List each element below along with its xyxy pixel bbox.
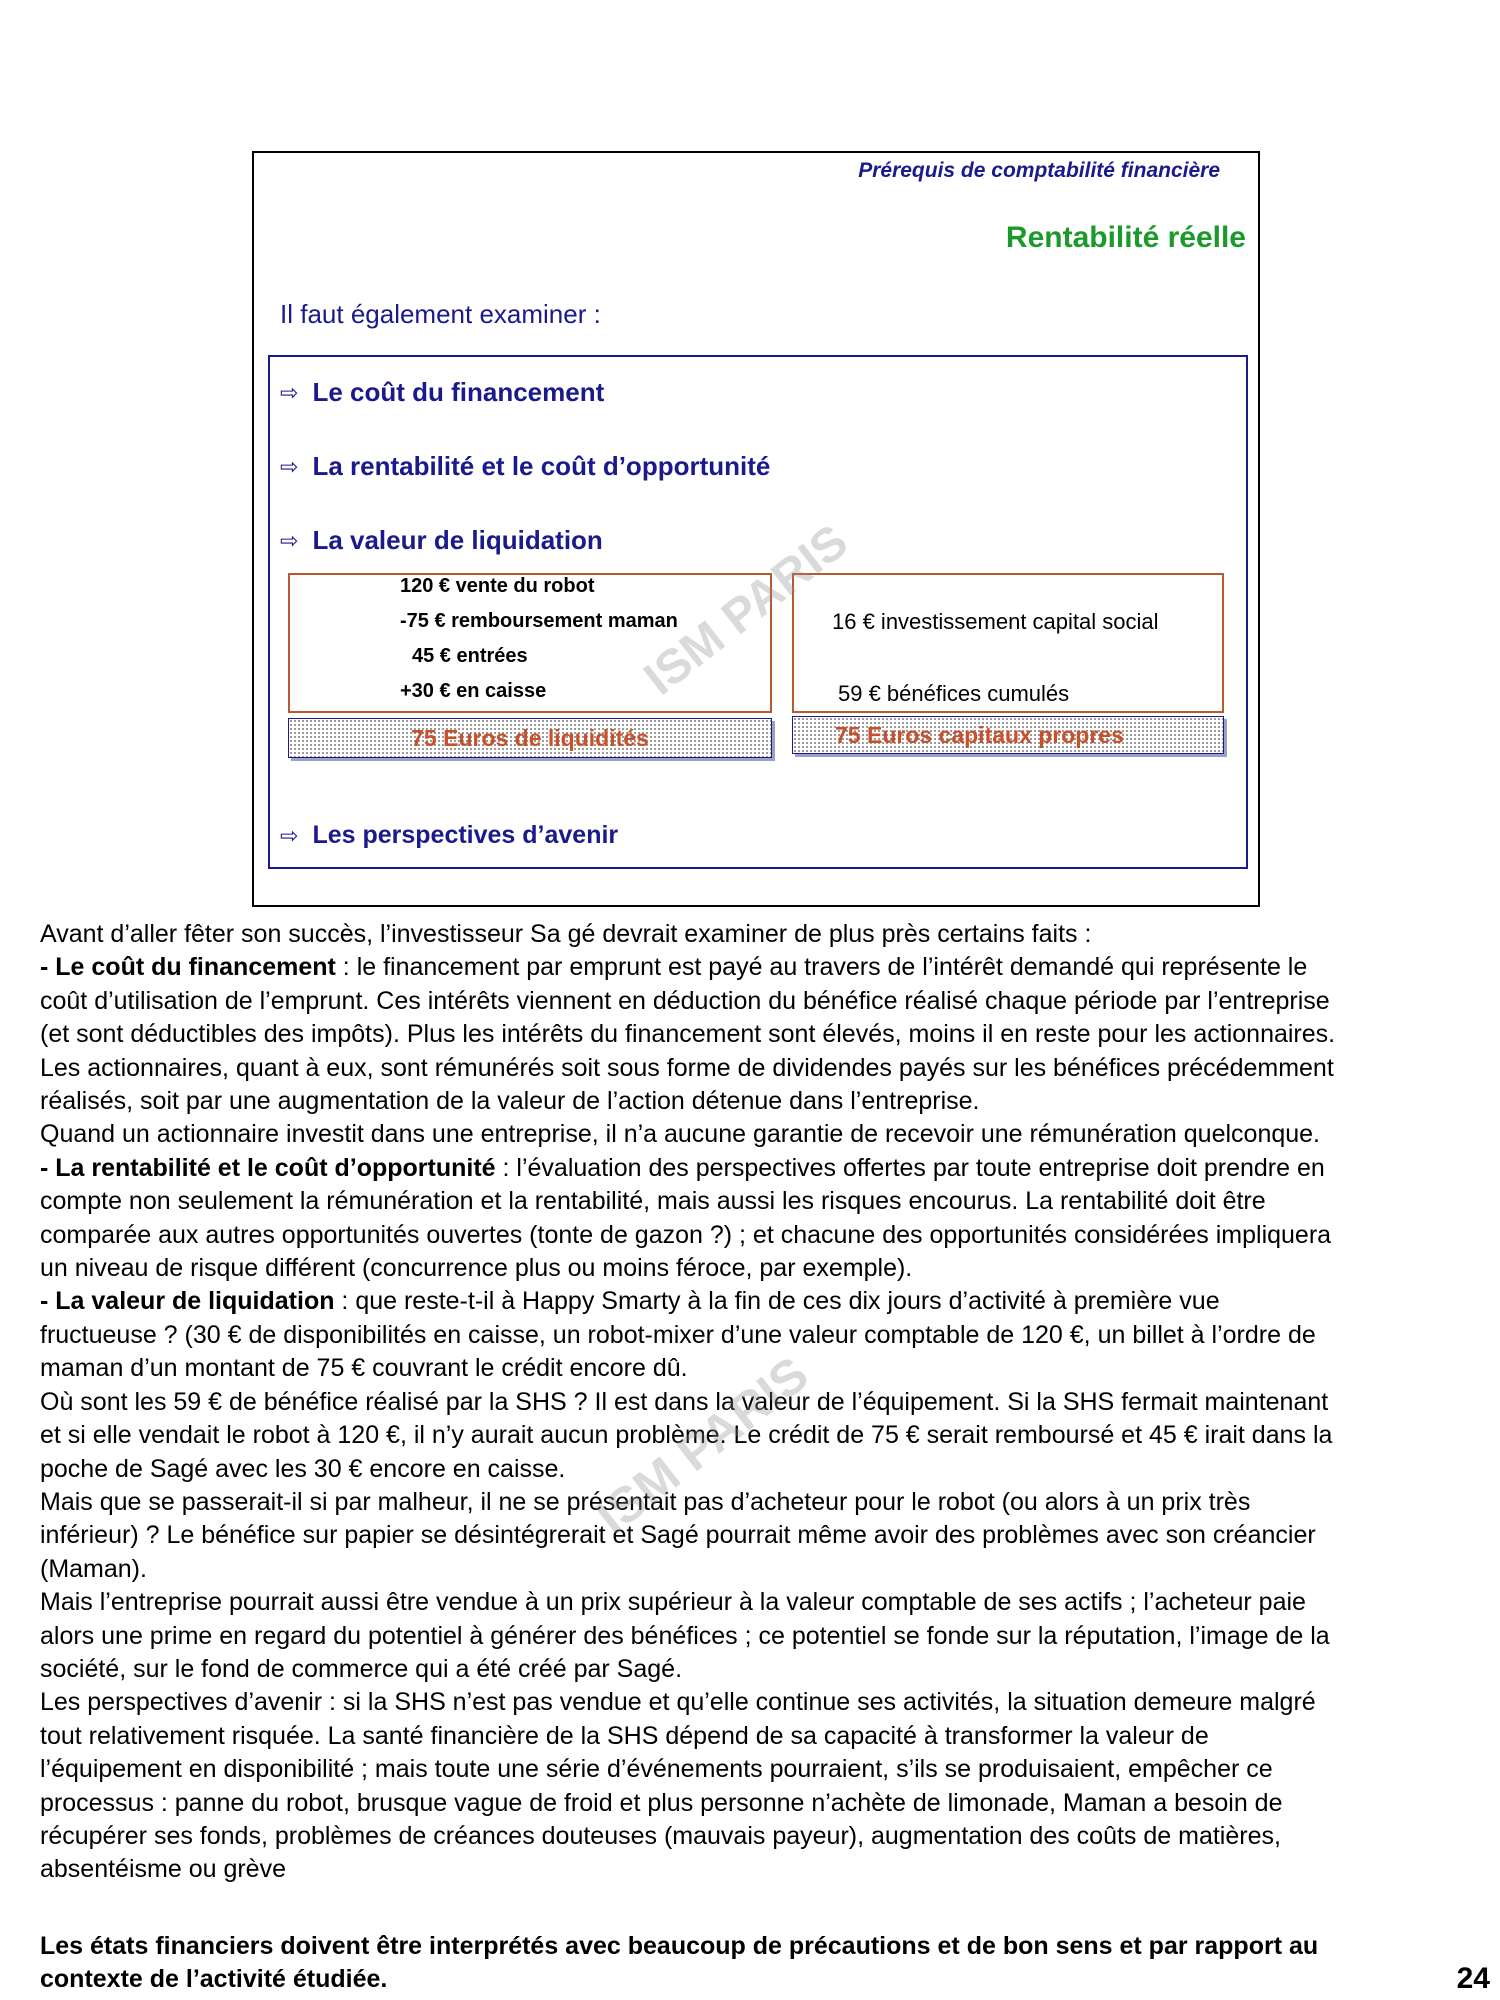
body-line xyxy=(40,951,1490,984)
body-line-heading: - La rentabilité et le coût d’opportunité xyxy=(40,1153,496,1182)
body-line-text: (Maman). xyxy=(40,1554,147,1583)
body-line xyxy=(40,1052,1490,1085)
body-line xyxy=(40,1352,1490,1385)
body-line xyxy=(40,1586,1490,1619)
body-line-text: (et sont déductibles des impôts). Plus les intérêts du financement sont élevés, moins il en reste pour les actionnaires. xyxy=(40,1020,1336,1049)
body-line xyxy=(40,1486,1490,1519)
body-line xyxy=(40,1853,1490,1886)
liquidation-line: -75 € remboursement maman xyxy=(400,610,678,632)
watermark: ISM PARIS xyxy=(585,1345,819,1545)
body-line-text: fructueuse ? (30 € de disponibilités en caisse, un robot-mixer d’une valeur comptable de 120 €, un billet à l’ordre de xyxy=(40,1320,1316,1349)
arrow-right-icon: ⇨ xyxy=(280,822,299,848)
body-line xyxy=(40,1653,1490,1686)
body-line xyxy=(40,1018,1490,1051)
slide-intro: Il faut également examiner : xyxy=(280,299,601,329)
watermark: ISM PARIS xyxy=(634,514,858,706)
conclusion-line: contexte de l’activité étudiée. xyxy=(40,1965,388,1994)
body-line-text: récupérer ses fonds, problèmes de créances douteuses (mauvais payeur), augmentation des coûts de matières, xyxy=(40,1821,1281,1850)
body-line-text: Mais que se passerait-il si par malheur, il ne se présentait pas d’acheteur pour le robot (ou alors à un prix très xyxy=(40,1487,1251,1516)
body-line-text: inférieur) ? Le bénéfice sur papier se désintégrerait et Sagé pourrait même avoir des problèmes avec son créancier xyxy=(40,1521,1316,1550)
body-line xyxy=(40,1620,1490,1653)
body-line xyxy=(40,1753,1490,1786)
body-line xyxy=(40,1686,1490,1719)
body-line xyxy=(40,1219,1490,1252)
body-line-text: : que reste-t-il à Happy Smarty à la fin de ces dix jours d’activité à première vue xyxy=(334,1287,1220,1316)
body-line xyxy=(40,1118,1490,1151)
body-line-text: Où sont les 59 € de bénéfice réalisé par la SHS ? Il est dans la valeur de l’équipement. Si la SHS fermait maintenant xyxy=(40,1387,1329,1416)
body-line-text: Avant d’aller fêter son succès, l’investisseur Sa gé devrait examiner de plus près certains faits : xyxy=(40,920,1092,948)
body-line xyxy=(40,1252,1490,1285)
examination-box xyxy=(268,355,1248,869)
body-text xyxy=(40,918,1490,1887)
arrow-right-icon: ⇨ xyxy=(280,527,299,553)
body-line-text: comparée aux autres opportunités ouvertes (tonte de gazon ?) ; et chacune des opportunités considérées impliquera xyxy=(40,1220,1332,1249)
body-line xyxy=(40,1185,1490,1218)
page-number: 24 xyxy=(1456,1962,1490,1995)
body-line xyxy=(40,1319,1490,1352)
slide-header: Prérequis de comptabilité financière xyxy=(858,159,1220,182)
body-line-text: poche de Sagé avec les 30 € encore en caisse. xyxy=(40,1454,566,1483)
body-line xyxy=(40,1419,1490,1452)
arrow-right-icon: ⇨ xyxy=(280,379,299,405)
bullet-liquidation-value xyxy=(280,525,603,556)
body-line-text: l’équipement en disponibilité ; mais toute une série d’événements pourraient, s’ils se produisaient, empêcher ce xyxy=(40,1755,1273,1784)
body-line xyxy=(40,1519,1490,1552)
body-line xyxy=(40,1285,1490,1318)
body-line xyxy=(40,1553,1490,1586)
arrow-right-icon: ⇨ xyxy=(280,453,299,479)
bullet-future-outlook xyxy=(280,821,618,850)
body-line xyxy=(40,1152,1490,1185)
body-line xyxy=(40,1787,1490,1820)
body-line-text: et si elle vendait le robot à 120 €, il n’y aurait aucun problème. Le crédit de 75 € serait remboursé et 45 € irait dans la xyxy=(40,1421,1333,1450)
bullet-label: La rentabilité et le coût d’opportunité xyxy=(312,451,771,481)
body-line-text: société, sur le fond de commerce qui a été créé par Sagé. xyxy=(40,1654,683,1683)
body-line xyxy=(40,1085,1490,1118)
liquidation-line: 120 € vente du robot xyxy=(400,575,595,597)
body-line-text: compte non seulement la rémunération et la rentabilité, mais aussi les risques encourus. La rentabilité doit être xyxy=(40,1187,1266,1216)
body-line xyxy=(40,1453,1490,1486)
equity-box xyxy=(792,573,1224,713)
body-line-text: Quand un actionnaire investit dans une entreprise, il n’a aucune garantie de recevoir une rémunération quelconque. xyxy=(40,1120,1321,1149)
body-line xyxy=(40,918,1490,951)
slide-title: Rentabilité réelle xyxy=(1005,221,1246,254)
body-line-text: Les perspectives d’avenir : si la SHS n’est pas vendue et qu’elle continue ses activités, la situation demeure malgré xyxy=(40,1688,1316,1717)
bullet-label: Le coût du financement xyxy=(312,377,605,407)
body-line xyxy=(40,1386,1490,1419)
body-line xyxy=(40,1720,1490,1753)
bullet-label: Les perspectives d’avenir xyxy=(312,821,619,849)
body-line-text: réalisés, soit par une augmentation de la valeur de l’action détenue dans l’entreprise. xyxy=(40,1087,980,1116)
bullet-financing-cost xyxy=(280,377,604,408)
body-line-text: : l’évaluation des perspectives offertes par toute entreprise doit prendre en xyxy=(495,1153,1325,1182)
body-line-heading: - La valeur de liquidation xyxy=(40,1287,335,1316)
body-line-text: : le financement par emprunt est payé au travers de l’intérêt demandé qui représente le xyxy=(335,953,1308,982)
liquidation-line: 45 € entrées xyxy=(412,645,528,667)
body-line-text: Les actionnaires, quant à eux, sont rémunérés soit sous forme de dividendes payés sur les bénéfices précédemment xyxy=(40,1053,1334,1082)
body-line-text: un niveau de risque différent (concurrence plus ou moins féroce, par exemple). xyxy=(40,1254,913,1283)
liquidation-line: +30 € en caisse xyxy=(400,680,547,702)
body-line-text: maman d’un montant de 75 € couvrant le crédit encore dû. xyxy=(40,1354,688,1383)
equity-line: 59 € bénéfices cumulés xyxy=(838,681,1070,706)
conclusion-line: Les états financiers doivent être interprétés avec beaucoup de précautions et de bon sens et par rapport au xyxy=(40,1932,1319,1960)
body-line-text: processus : panne du robot, brusque vague de froid et plus personne n’achète de limonade, Maman a besoin de xyxy=(40,1788,1283,1817)
body-line xyxy=(40,1820,1490,1853)
conclusion xyxy=(40,1930,1318,1997)
body-line-text: alors une prime en regard du potentiel à générer des bénéfices ; ce potentiel se fonde sur la réputation, l’image de la xyxy=(40,1621,1330,1650)
equity-total: 75 Euros capitaux propres xyxy=(792,716,1224,754)
bullet-label: La valeur de liquidation xyxy=(312,525,603,555)
body-line-text: absentéisme ou grève xyxy=(40,1855,286,1884)
body-line-text: coût d’utilisation de l’emprunt. Ces intérêts viennent en déduction du bénéfice réalisé chaque période par l’entreprise xyxy=(40,986,1330,1015)
body-line-heading: - Le coût du financement xyxy=(40,953,336,982)
bullet-opportunity-cost xyxy=(280,451,770,482)
body-line xyxy=(40,985,1490,1018)
liquidation-total: 75 Euros de liquidités xyxy=(288,718,772,758)
body-line-text: tout relativement risquée. La santé financière de la SHS dépend de sa capacité à transformer la valeur de xyxy=(40,1721,1209,1750)
equity-line: 16 € investissement capital social xyxy=(832,609,1159,634)
slide-frame xyxy=(252,151,1260,907)
liquidation-box xyxy=(288,573,772,713)
body-line-text: Mais l’entreprise pourrait aussi être vendue à un prix supérieur à la valeur comptable de ses actifs ; l’acheteur paie xyxy=(40,1588,1306,1617)
